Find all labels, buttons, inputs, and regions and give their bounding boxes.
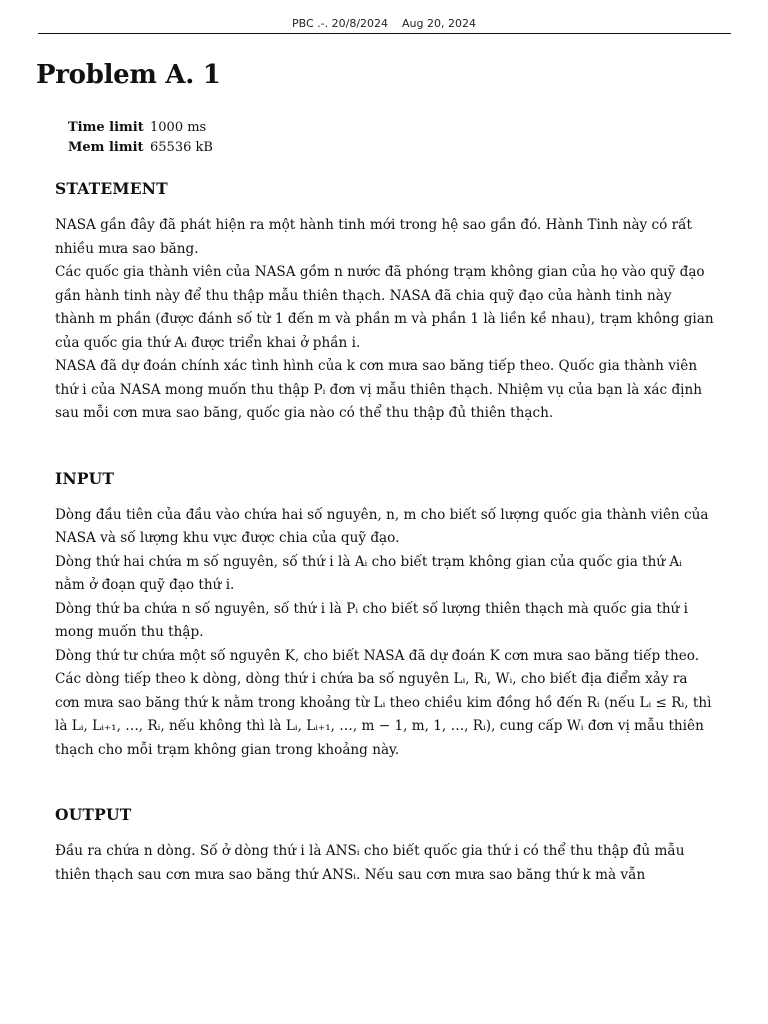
- time-limit-label: Time limit: [68, 120, 144, 135]
- output-paragraph: Đầu ra chứa n dòng. Số ở dòng thứ i là ANSᵢ cho biết quốc gia thứ i có thể thu thập đủ mẫu thiên thạch sau cơn mưa sao băng thứ ANSᵢ. Nếu sau cơn mưa sao băng thứ k mà vẫn: [55, 843, 685, 883]
- input-paragraph: Dòng đầu tiên của đầu vào chứa hai số nguyên, n, m cho biết số lượng quốc gia thành viên của NASA và số lượng khu vực được chia của quỹ đạo.: [55, 506, 709, 546]
- statement-paragraph: NASA gần đây đã phát hiện ra một hành tinh mới trong hệ sao gần đó. Hành Tinh này có rất nhiều mưa sao băng.: [55, 217, 692, 257]
- time-limit-value: 1000 ms: [150, 120, 207, 135]
- input-paragraph: Các dòng tiếp theo k dòng, dòng thứ i chứa ba số nguyên Lᵢ, Rᵢ, Wᵢ, cho biết địa điểm xảy ra cơn mưa sao băng thứ k nằm trong khoảng từ Lᵢ theo chiều kim đồng hồ đến Rᵢ (nếu Lᵢ ≤ Rᵢ, thì là Lᵢ, Lᵢ₊₁, …, Rᵢ, nếu không thì là Lᵢ, Lᵢ₊₁, …, m − 1, m, 1, …, Rᵢ), cung cấp Wᵢ đơn vị mẫu thiên thạch cho mỗi trạm không gian trong khoảng này.: [55, 671, 712, 758]
- limits-table: [68, 118, 213, 158]
- problem-content: [55, 178, 715, 929]
- statement-section: [55, 178, 715, 426]
- input-section: [55, 468, 715, 763]
- header-divider: [38, 33, 731, 34]
- output-heading: OUTPUT: [55, 805, 132, 824]
- input-paragraph: Dòng thứ tư chứa một số nguyên K, cho biết NASA đã dự đoán K cơn mưa sao băng tiếp theo.: [55, 647, 700, 664]
- mem-limit-row: [68, 138, 213, 158]
- statement-paragraph: NASA đã dự đoán chính xác tình hình của k cơn mưa sao băng tiếp theo. Quốc gia thành viên thứ i của NASA mong muốn thu thập Pᵢ đơn vị mẫu thiên thạch. Nhiệm vụ của bạn là xác định sau mỗi cơn mưa sao băng, quốc gia nào có thể thu thập đủ thiên thạch.: [55, 358, 702, 421]
- mem-limit-value: 65536 kB: [150, 140, 213, 155]
- page-header: PBC .-. 20/8/2024 Aug 20, 2024: [292, 17, 476, 30]
- input-paragraph: Dòng thứ ba chứa n số nguyên, số thứ i là Pᵢ cho biết số lượng thiên thạch mà quốc gia thứ i mong muốn thu thập.: [55, 600, 688, 640]
- problem-title: Problem A. 1: [36, 60, 221, 90]
- statement-heading: STATEMENT: [55, 179, 168, 198]
- time-limit-row: [68, 118, 213, 138]
- statement-paragraph: Các quốc gia thành viên của NASA gồm n nước đã phóng trạm không gian của họ vào quỹ đạo gần hành tinh này để thu thập mẫu thiên thạch. NASA đã chia quỹ đạo của hành tinh này thành m phần (được đánh số từ 1 đến m và phần m và phần 1 là liền kề nhau), trạm không gian của quốc gia thứ Aᵢ được triển khai ở phần i.: [55, 264, 714, 351]
- mem-limit-label: Mem limit: [68, 140, 144, 155]
- input-paragraph: Dòng thứ hai chứa m số nguyên, số thứ i là Aᵢ cho biết trạm không gian của quốc gia thứ Aᵢ nằm ở đoạn quỹ đạo thứ i.: [55, 553, 682, 593]
- input-heading: INPUT: [55, 468, 115, 488]
- output-section: [55, 804, 715, 887]
